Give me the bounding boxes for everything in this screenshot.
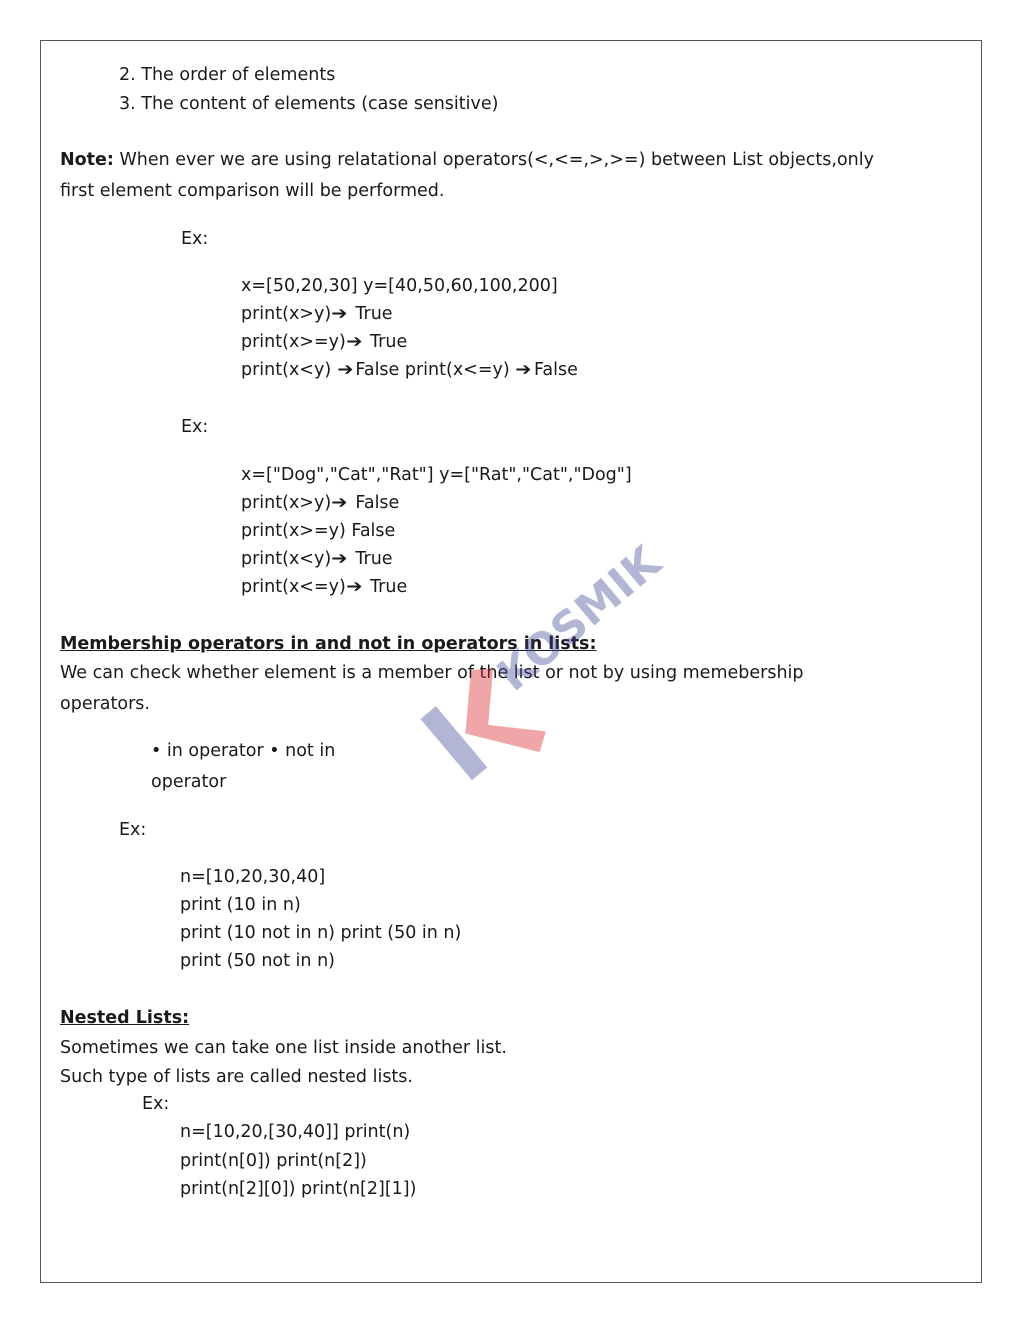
- arrow-icon: ➔: [331, 493, 348, 513]
- code-line: print(x>y)➔ False: [241, 493, 400, 513]
- note-text: When ever we are using relatational operators(<,<=,>,>=) between List objects,only: [113, 150, 874, 170]
- code-line: print(n[0]) print(n[2]): [180, 1151, 367, 1171]
- membership-heading: Membership operators in and not in operators in lists:: [60, 634, 597, 654]
- example-label: Ex:: [119, 820, 147, 840]
- note-label: Note:: [60, 150, 114, 170]
- code-line: print(x<y) ➔ False print(x<=y) ➔ False: [241, 360, 578, 380]
- arrow-icon: ➔: [331, 304, 348, 324]
- code-line: print (10 in n): [180, 895, 301, 915]
- note-paragraph: [60, 148, 874, 172]
- code-line: n=[10,20,30,40]: [180, 867, 326, 887]
- nested-text-continued: Such type of lists are called nested lists.: [60, 1067, 413, 1087]
- code-line: n=[10,20,[30,40]] print(n): [180, 1122, 411, 1142]
- arrow-icon: ➔: [336, 360, 354, 380]
- bullet-list: • in operator • not in: [151, 741, 336, 761]
- nested-text: Sometimes we can take one list inside another list.: [60, 1038, 507, 1058]
- example-label: Ex:: [142, 1094, 170, 1114]
- arrow-icon: ➔: [331, 549, 348, 569]
- arrow-icon: ➔: [346, 332, 363, 352]
- code-line: x=["Dog","Cat","Rat"] y=["Rat","Cat","Dog"]: [241, 465, 632, 485]
- code-line: print (50 not in n): [180, 951, 335, 971]
- arrow-icon: ➔: [346, 577, 363, 597]
- example-label: Ex:: [181, 417, 209, 437]
- logo-text: KOSMIK: [487, 536, 671, 702]
- code-line: print(x<=y)➔ True: [241, 577, 408, 597]
- note-text-continued: first element comparison will be performed.: [60, 181, 445, 201]
- code-line: print(x>=y) False: [241, 521, 396, 541]
- code-line: print(x>y)➔ True: [241, 304, 393, 324]
- membership-text: We can check whether element is a member of the list or not by using memebership: [60, 663, 804, 683]
- code-line: print (10 not in n) print (50 in n): [180, 923, 462, 943]
- membership-text-continued: operators.: [60, 694, 150, 714]
- arrow-icon: ➔: [515, 360, 532, 380]
- nested-heading: Nested Lists:: [60, 1008, 190, 1028]
- bullet-list-continued: operator: [151, 772, 227, 792]
- list-item-content: 3. The content of elements (case sensitive): [119, 94, 499, 114]
- code-line: print(x>=y)➔ True: [241, 332, 408, 352]
- code-line: print(n[2][0]) print(n[2][1]): [180, 1179, 417, 1199]
- list-item-order: 2. The order of elements: [119, 65, 336, 85]
- code-line: x=[50,20,30] y=[40,50,60,100,200]: [241, 276, 558, 296]
- code-line: print(x<y)➔ True: [241, 549, 393, 569]
- example-label: Ex:: [181, 229, 209, 249]
